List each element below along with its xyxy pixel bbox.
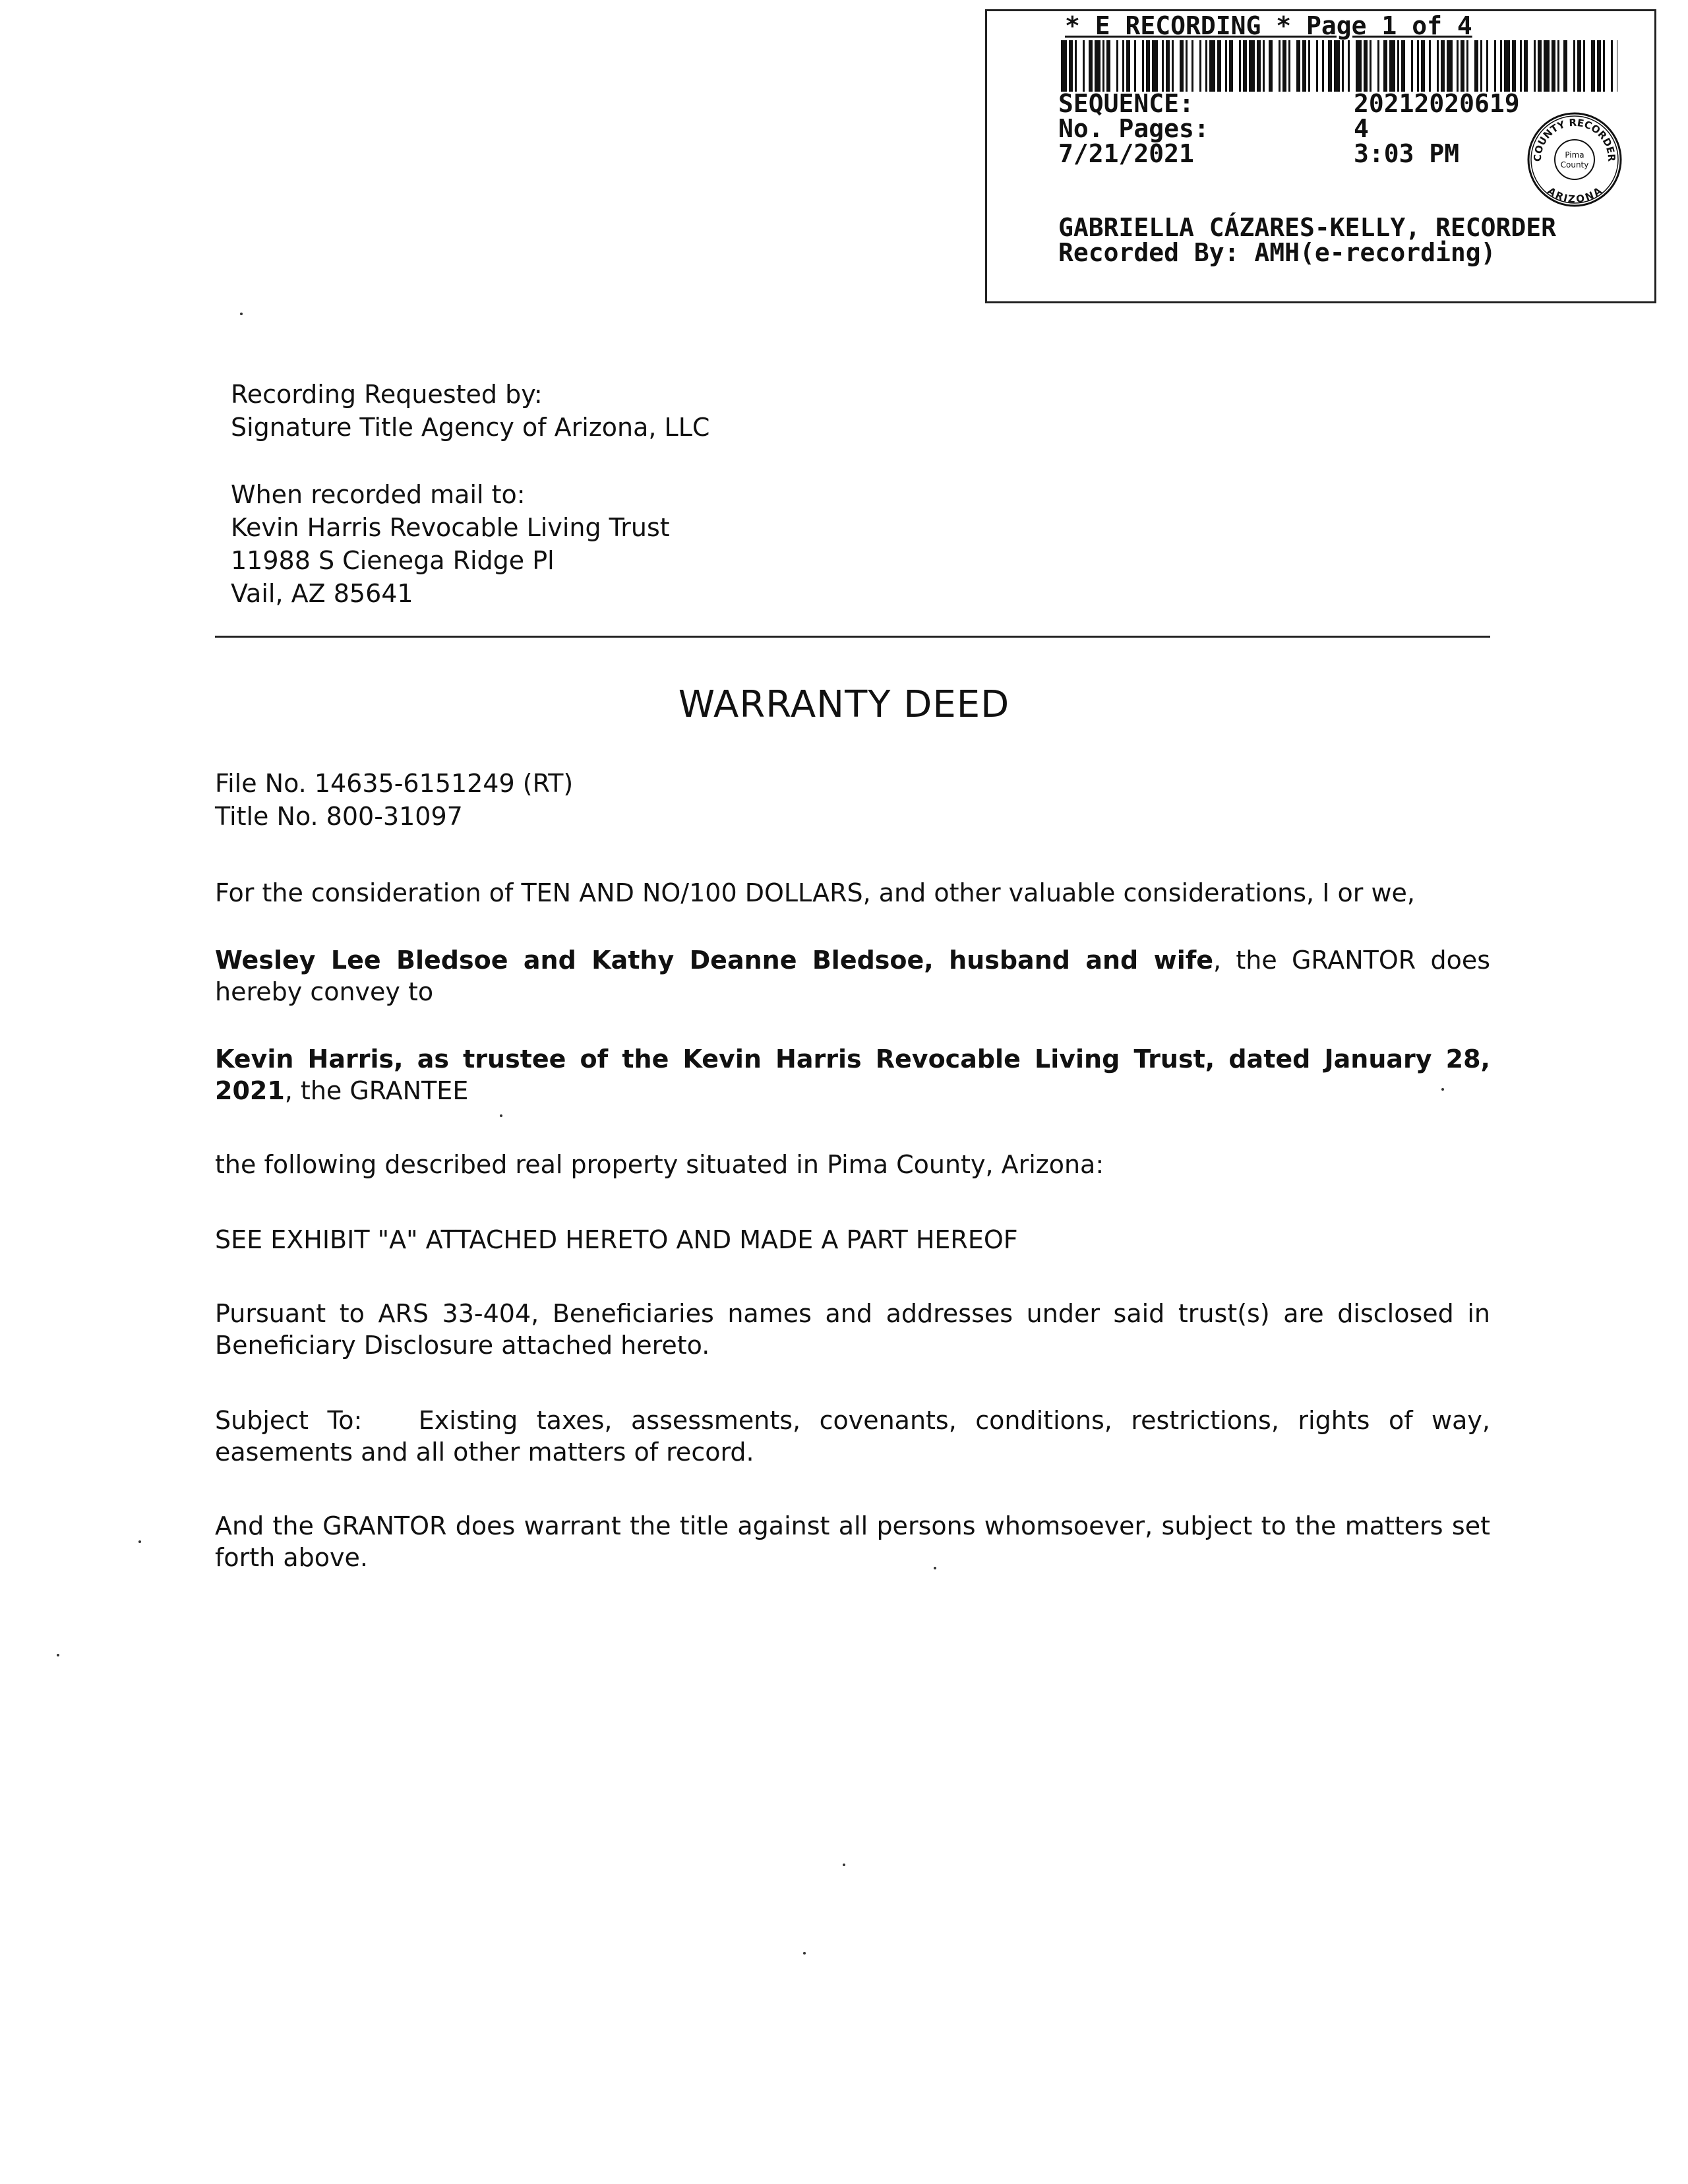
- scan-speck: [1441, 1088, 1444, 1091]
- barcode-bar: [1083, 40, 1085, 92]
- barcode-bar: [1552, 40, 1555, 92]
- barcode-bar: [1191, 40, 1193, 92]
- barcode-bar: [1401, 40, 1405, 92]
- barcode-bar: [1342, 40, 1344, 92]
- subject-text: Existing taxes, assessments, covenants, conditions, restrictions, rights of way, easements and all other matters of record.: [215, 1406, 1490, 1467]
- barcode-bar: [1263, 40, 1265, 92]
- barcode-bar: [1417, 40, 1419, 92]
- barcode-bar: [1186, 40, 1188, 92]
- barcode-bar: [1611, 40, 1613, 92]
- recorder-name: GABRIELLA CÁZARES-KELLY, RECORDER: [1058, 213, 1556, 242]
- barcode-bar: [1152, 40, 1158, 92]
- pursuant-clause: Pursuant to ARS 33-404, Beneficiaries names and addresses under said trust(s) are disclosed in Beneficiary Disclosure attached hereto.: [215, 1299, 1490, 1360]
- barcode-bar: [1504, 40, 1510, 92]
- seal-center-line2: County: [1560, 160, 1589, 169]
- grantee-rest: , the GRANTEE: [284, 1076, 469, 1105]
- barcode-bar: [1474, 40, 1478, 92]
- barcode: [1061, 40, 1617, 92]
- stamp-header: * E RECORDING * Page 1 of 4: [1065, 11, 1472, 40]
- barcode-bar: [1296, 40, 1300, 92]
- barcode-bar: [1421, 40, 1425, 92]
- file-number: File No. 14635-6151249 (RT): [215, 769, 574, 798]
- barcode-bar: [1466, 40, 1468, 92]
- barcode-bar: [1095, 40, 1100, 92]
- sequence-value: 20212020619: [1354, 89, 1520, 118]
- mail-street: 11988 S Cienega Ridge Pl: [231, 546, 555, 575]
- subject-clause: [215, 1405, 1490, 1468]
- barcode-bar: [1126, 40, 1130, 92]
- county-recorder-seal: [1526, 111, 1623, 208]
- barcode-bar: [1146, 40, 1150, 92]
- barcode-bar: [1316, 40, 1318, 92]
- barcode-bar: [1257, 40, 1261, 92]
- barcode-bar: [1441, 40, 1445, 92]
- scan-speck: [240, 313, 243, 315]
- barcode-bar: [1591, 40, 1595, 92]
- barcode-bar: [1162, 40, 1164, 92]
- barcode-bar: [1577, 40, 1581, 92]
- barcode-bar: [1500, 40, 1502, 92]
- barcode-bar: [1302, 40, 1306, 92]
- barcode-bar: [1494, 40, 1496, 92]
- grantor-clause: [215, 944, 1490, 1008]
- scan-speck: [803, 1952, 806, 1955]
- barcode-bar: [1229, 40, 1233, 92]
- subject-label: Subject To:: [215, 1406, 363, 1435]
- scan-speck: [57, 1654, 59, 1656]
- grantee-clause: [215, 1043, 1490, 1107]
- grantor-rest: , the GRANTOR does hereby convey to: [215, 946, 1490, 1006]
- document-title: WARRANTY DEED: [678, 683, 1010, 726]
- barcode-bar: [1370, 40, 1372, 92]
- barcode-bar: [1447, 40, 1453, 92]
- barcode-bar: [1524, 40, 1528, 92]
- seal-bottom-text: ARIZONA: [1545, 185, 1604, 206]
- barcode-bar: [1102, 40, 1104, 92]
- recorded-by: Recorded By: AMH(e-recording): [1058, 238, 1496, 267]
- grantee-names: Kevin Harris, as trustee of the Kevin Harris Revocable Living Trust, dated January 28, 2021: [215, 1045, 1490, 1105]
- barcode-bar: [1603, 40, 1605, 92]
- barcode-bar: [1279, 40, 1281, 92]
- barcode-bar: [1437, 40, 1439, 92]
- scan-speck: [934, 1567, 936, 1569]
- barcode-bar: [1397, 40, 1399, 92]
- mail-city: Vail, AZ 85641: [231, 579, 413, 608]
- recorder-stamp: [985, 9, 1656, 303]
- barcode-bar: [1348, 40, 1350, 92]
- barcode-bar: [1249, 40, 1255, 92]
- mail-to-label: When recorded mail to:: [231, 480, 526, 509]
- barcode-bar: [1461, 40, 1464, 92]
- barcode-bar: [1334, 40, 1340, 92]
- barcode-bar: [1217, 40, 1221, 92]
- exhibit-reference: SEE EXHIBIT "A" ATTACHED HERETO AND MADE A PART HEREOF: [215, 1225, 1018, 1254]
- barcode-bar: [1563, 40, 1567, 92]
- consideration-clause: For the consideration of TEN AND NO/100 DOLLARS, and other valuable considerations, I or we,: [215, 878, 1415, 907]
- barcode-bar: [1377, 40, 1379, 92]
- barcode-bar: [1534, 40, 1536, 92]
- barcode-bar: [1389, 40, 1395, 92]
- barcode-bar: [1116, 40, 1118, 92]
- barcode-bar: [1322, 40, 1324, 92]
- barcode-bar: [1269, 40, 1273, 92]
- barcode-bar: [1429, 40, 1431, 92]
- barcode-bar: [1544, 40, 1550, 92]
- property-clause: the following described real property situated in Pima County, Arizona:: [215, 1150, 1104, 1179]
- grantor-names: Wesley Lee Bledsoe and Kathy Deanne Bledsoe, husband and wife: [215, 946, 1214, 975]
- barcode-bar: [1061, 40, 1067, 92]
- barcode-bar: [1106, 40, 1110, 92]
- barcode-bar: [1166, 40, 1170, 92]
- barcode-bar: [1356, 40, 1362, 92]
- svg-text:ARIZONA: [1546, 185, 1604, 205]
- barcode-bar: [1573, 40, 1575, 92]
- barcode-bar: [1243, 40, 1247, 92]
- barcode-bar: [1557, 40, 1559, 92]
- pages-value: 4: [1354, 114, 1369, 143]
- barcode-bar: [1308, 40, 1310, 92]
- scan-speck: [138, 1540, 141, 1543]
- record-time: 3:03 PM: [1354, 139, 1460, 168]
- barcode-bar: [1180, 40, 1184, 92]
- requested-by: Signature Title Agency of Arizona, LLC: [231, 413, 710, 442]
- barcode-bar: [1480, 40, 1482, 92]
- barcode-bar: [1075, 40, 1077, 92]
- barcode-bar: [1288, 40, 1290, 92]
- barcode-bar: [1538, 40, 1542, 92]
- barcode-bar: [1328, 40, 1332, 92]
- barcode-bar: [1172, 40, 1174, 92]
- barcode-bar: [1486, 40, 1488, 92]
- pages-label: No. Pages:: [1058, 114, 1209, 143]
- barcode-bar: [1583, 40, 1585, 92]
- barcode-bar: [1282, 40, 1286, 92]
- barcode-bar: [1122, 40, 1124, 92]
- scan-speck: [843, 1864, 845, 1866]
- barcode-bar: [1089, 40, 1093, 92]
- barcode-bar: [1239, 40, 1241, 92]
- barcode-bar: [1205, 40, 1207, 92]
- mail-name: Kevin Harris Revocable Living Trust: [231, 513, 670, 542]
- title-number: Title No. 800-31097: [215, 802, 463, 831]
- seal-center-line1: Pima: [1565, 150, 1584, 160]
- barcode-bar: [1134, 40, 1136, 92]
- barcode-bar: [1199, 40, 1201, 92]
- seal-top-text: COUNTY RECORDER: [1531, 116, 1618, 162]
- barcode-bar: [1383, 40, 1387, 92]
- barcode-bar: [1457, 40, 1459, 92]
- sequence-label: SEQUENCE:: [1058, 89, 1194, 118]
- requested-by-label: Recording Requested by:: [231, 380, 543, 409]
- record-date: 7/21/2021: [1058, 139, 1194, 168]
- scan-speck: [500, 1114, 502, 1117]
- barcode-bar: [1520, 40, 1522, 92]
- barcode-bar: [1225, 40, 1227, 92]
- warranty-clause: And the GRANTOR does warrant the title against all persons whomsoever, subject to the matters set forth above.: [215, 1511, 1490, 1572]
- divider: [215, 636, 1490, 638]
- barcode-bar: [1069, 40, 1073, 92]
- barcode-bar: [1411, 40, 1413, 92]
- barcode-bar: [1512, 40, 1516, 92]
- barcode-bar: [1364, 40, 1368, 92]
- barcode-bar: [1209, 40, 1215, 92]
- barcode-bar: [1142, 40, 1144, 92]
- barcode-bar: [1597, 40, 1601, 92]
